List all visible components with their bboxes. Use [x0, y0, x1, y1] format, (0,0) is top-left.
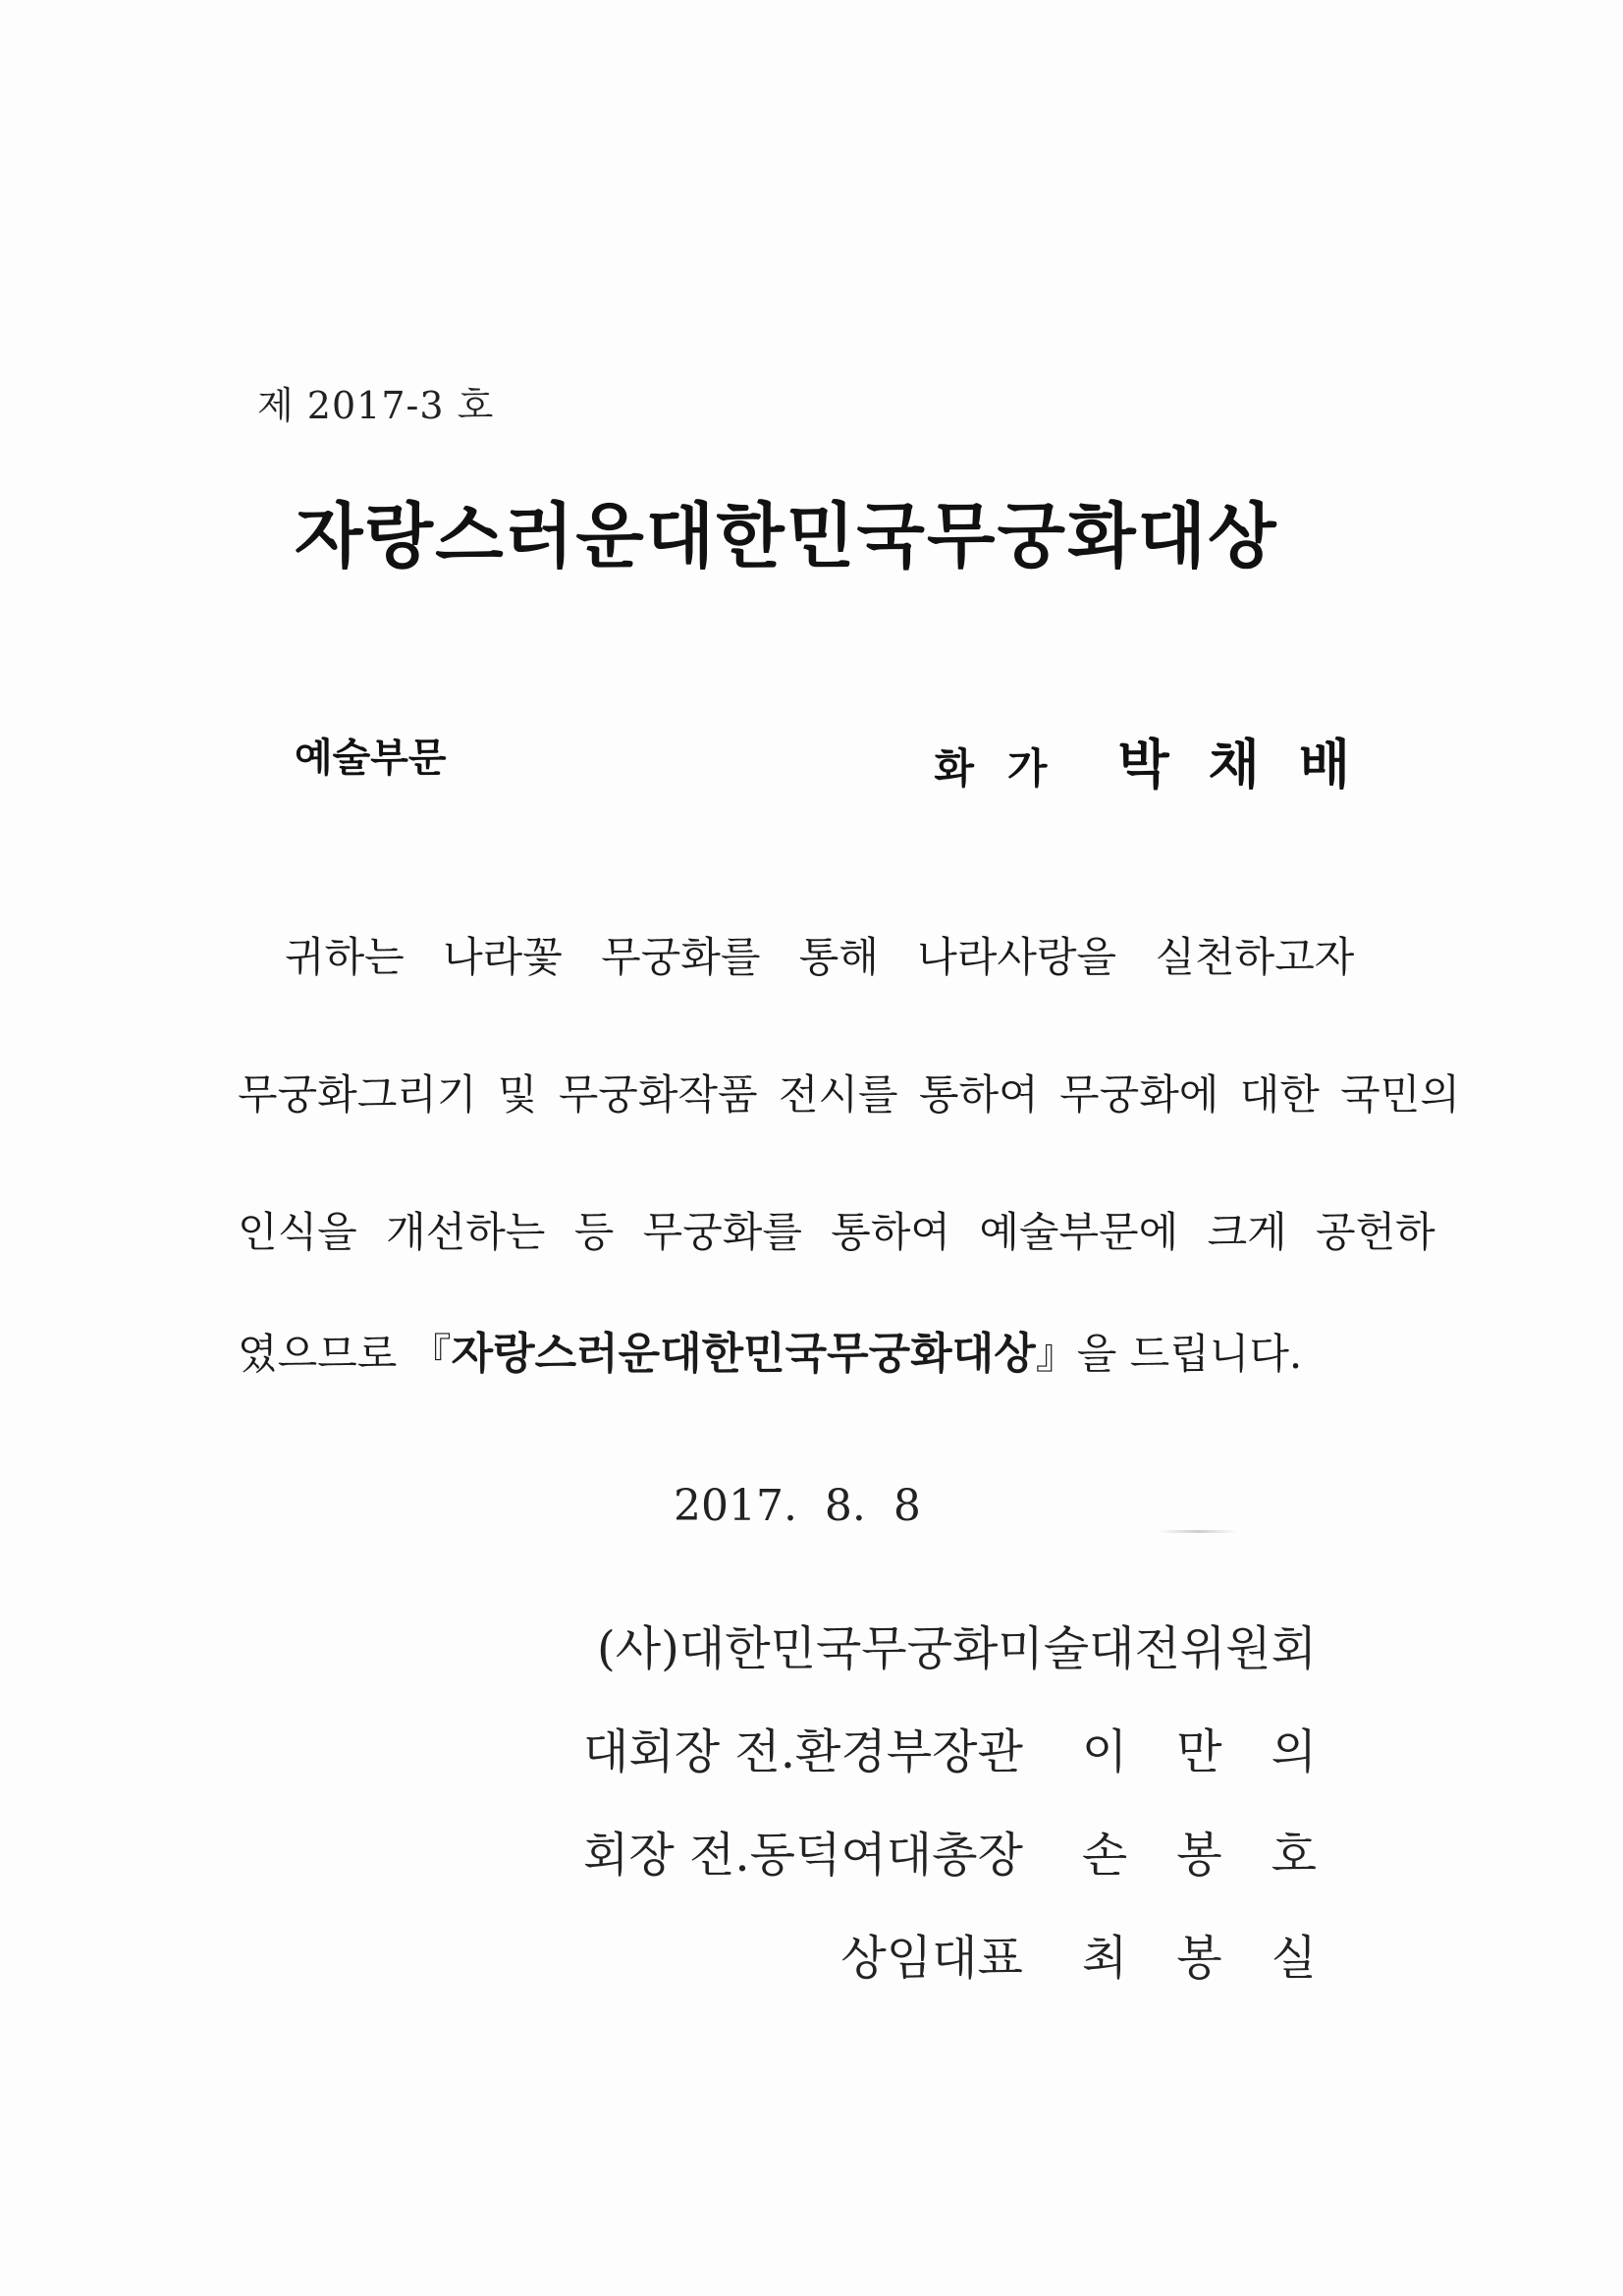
- body-award-name: 자랑스러운대한민국무궁화대상: [451, 1329, 1036, 1379]
- signatory-role: 회장 전.동덕여대총장: [583, 1828, 1023, 1883]
- signatory-row: [583, 1817, 1366, 1885]
- body-line-2: 무궁화그리기 및 무궁화작품 전시를 통하여 무궁화에 대한 국민의: [238, 1070, 1460, 1119]
- signatory-role: 상임대표: [840, 1931, 1023, 1986]
- body-line-3: 인식을 개선하는 등 무궁화를 통하여 예술부문에 크게 공헌하: [238, 1208, 1435, 1256]
- body-line-4-suffix: 』을 드립니다.: [1035, 1330, 1303, 1378]
- award-category: 예술부문: [295, 736, 447, 781]
- body-line-4: [238, 1318, 1396, 1381]
- body-line-4-prefix: 였으므로 『: [238, 1330, 452, 1378]
- signatory-name: 최봉실: [1081, 1931, 1366, 1986]
- signatory-row: [840, 1920, 1366, 1988]
- award-title: 자랑스러운대한민국무궁화대상: [295, 495, 1278, 577]
- issue-date: 2017. 8. 8: [674, 1481, 921, 1531]
- recipient-name: 박채배: [1117, 734, 1389, 795]
- signatory-row: [583, 1714, 1366, 1781]
- document-number: 제 2017-3 호: [257, 384, 495, 427]
- recipient-title: 화가: [934, 744, 1081, 793]
- scan-speck: [1159, 1530, 1237, 1533]
- signatory-name: 손봉호: [1081, 1828, 1366, 1883]
- signatory-role: 대회장 전.환경부장관: [583, 1724, 1023, 1779]
- recipient: [934, 723, 1389, 798]
- issuer-organization: (사)대한민국무궁화미술대전위원회: [597, 1621, 1317, 1676]
- signatory-name: 이만의: [1081, 1724, 1366, 1779]
- body-line-1: 귀하는 나라꽃 무궁화를 통해 나라사랑을 실천하고자: [285, 933, 1355, 981]
